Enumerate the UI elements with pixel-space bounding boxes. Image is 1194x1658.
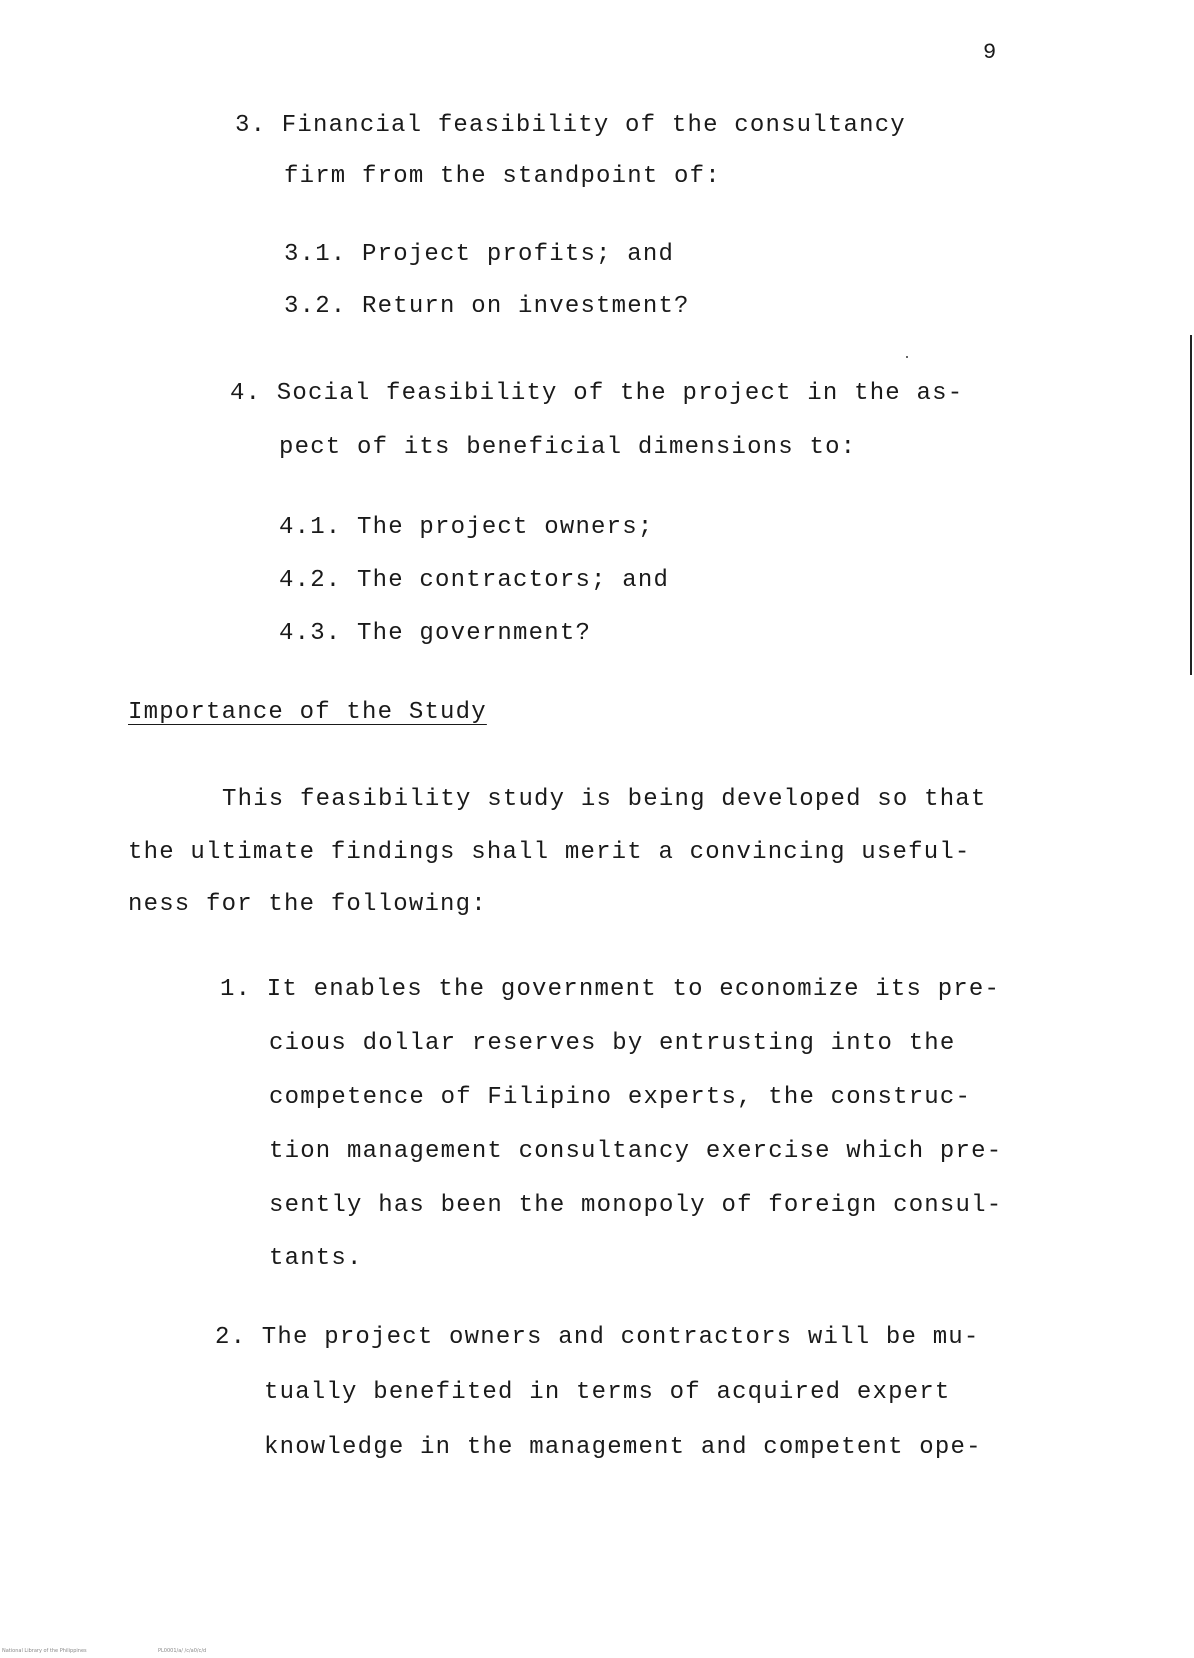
intro-line-2: the ultimate findings shall merit a convincing useful-: [128, 839, 971, 866]
question-4-sub-3: 4.3. The government?: [279, 620, 592, 647]
item-1-line-4: tion management consultancy exercise which pre-: [269, 1138, 1003, 1165]
item-2-line-2: tually benefited in terms of acquired expert: [264, 1379, 951, 1406]
item-1-line-6: tants.: [269, 1245, 363, 1272]
footer-code-text: PL0001/a/ /c/a0/c/d: [158, 1648, 207, 1654]
intro-line-1: This feasibility study is being developed so that: [222, 786, 987, 813]
item-1-line-3: competence of Filipino experts, the construc-: [269, 1084, 972, 1111]
question-4-sub-1: 4.1. The project owners;: [279, 514, 654, 541]
question-3-line-1: 3. Financial feasibility of the consultancy: [235, 112, 906, 139]
footer-library-text: National Library of the Philippines: [2, 1648, 87, 1654]
page-number: 9: [983, 40, 997, 65]
item-2-line-3: knowledge in the management and competent ope-: [264, 1434, 982, 1461]
item-1-line-2: cious dollar reserves by entrusting into the: [269, 1030, 956, 1057]
question-4-line-2: pect of its beneficial dimensions to:: [279, 434, 857, 461]
scan-edge-line: [1190, 335, 1192, 675]
question-3-sub-2: 3.2. Return on investment?: [284, 293, 690, 320]
scan-speck: [906, 356, 908, 358]
item-1-line-1: 1. It enables the government to economize its pre-: [220, 976, 1001, 1003]
question-3-sub-1: 3.1. Project profits; and: [284, 241, 675, 268]
question-3-line-2: firm from the standpoint of:: [284, 163, 721, 190]
item-1-line-5: sently has been the monopoly of foreign consul-: [269, 1192, 1003, 1219]
section-heading: Importance of the Study: [128, 699, 487, 726]
question-4-sub-2: 4.2. The contractors; and: [279, 567, 670, 594]
intro-line-3: ness for the following:: [128, 891, 487, 918]
question-4-line-1: 4. Social feasibility of the project in the as-: [230, 380, 964, 407]
item-2-line-1: 2. The project owners and contractors will be mu-: [215, 1324, 980, 1351]
